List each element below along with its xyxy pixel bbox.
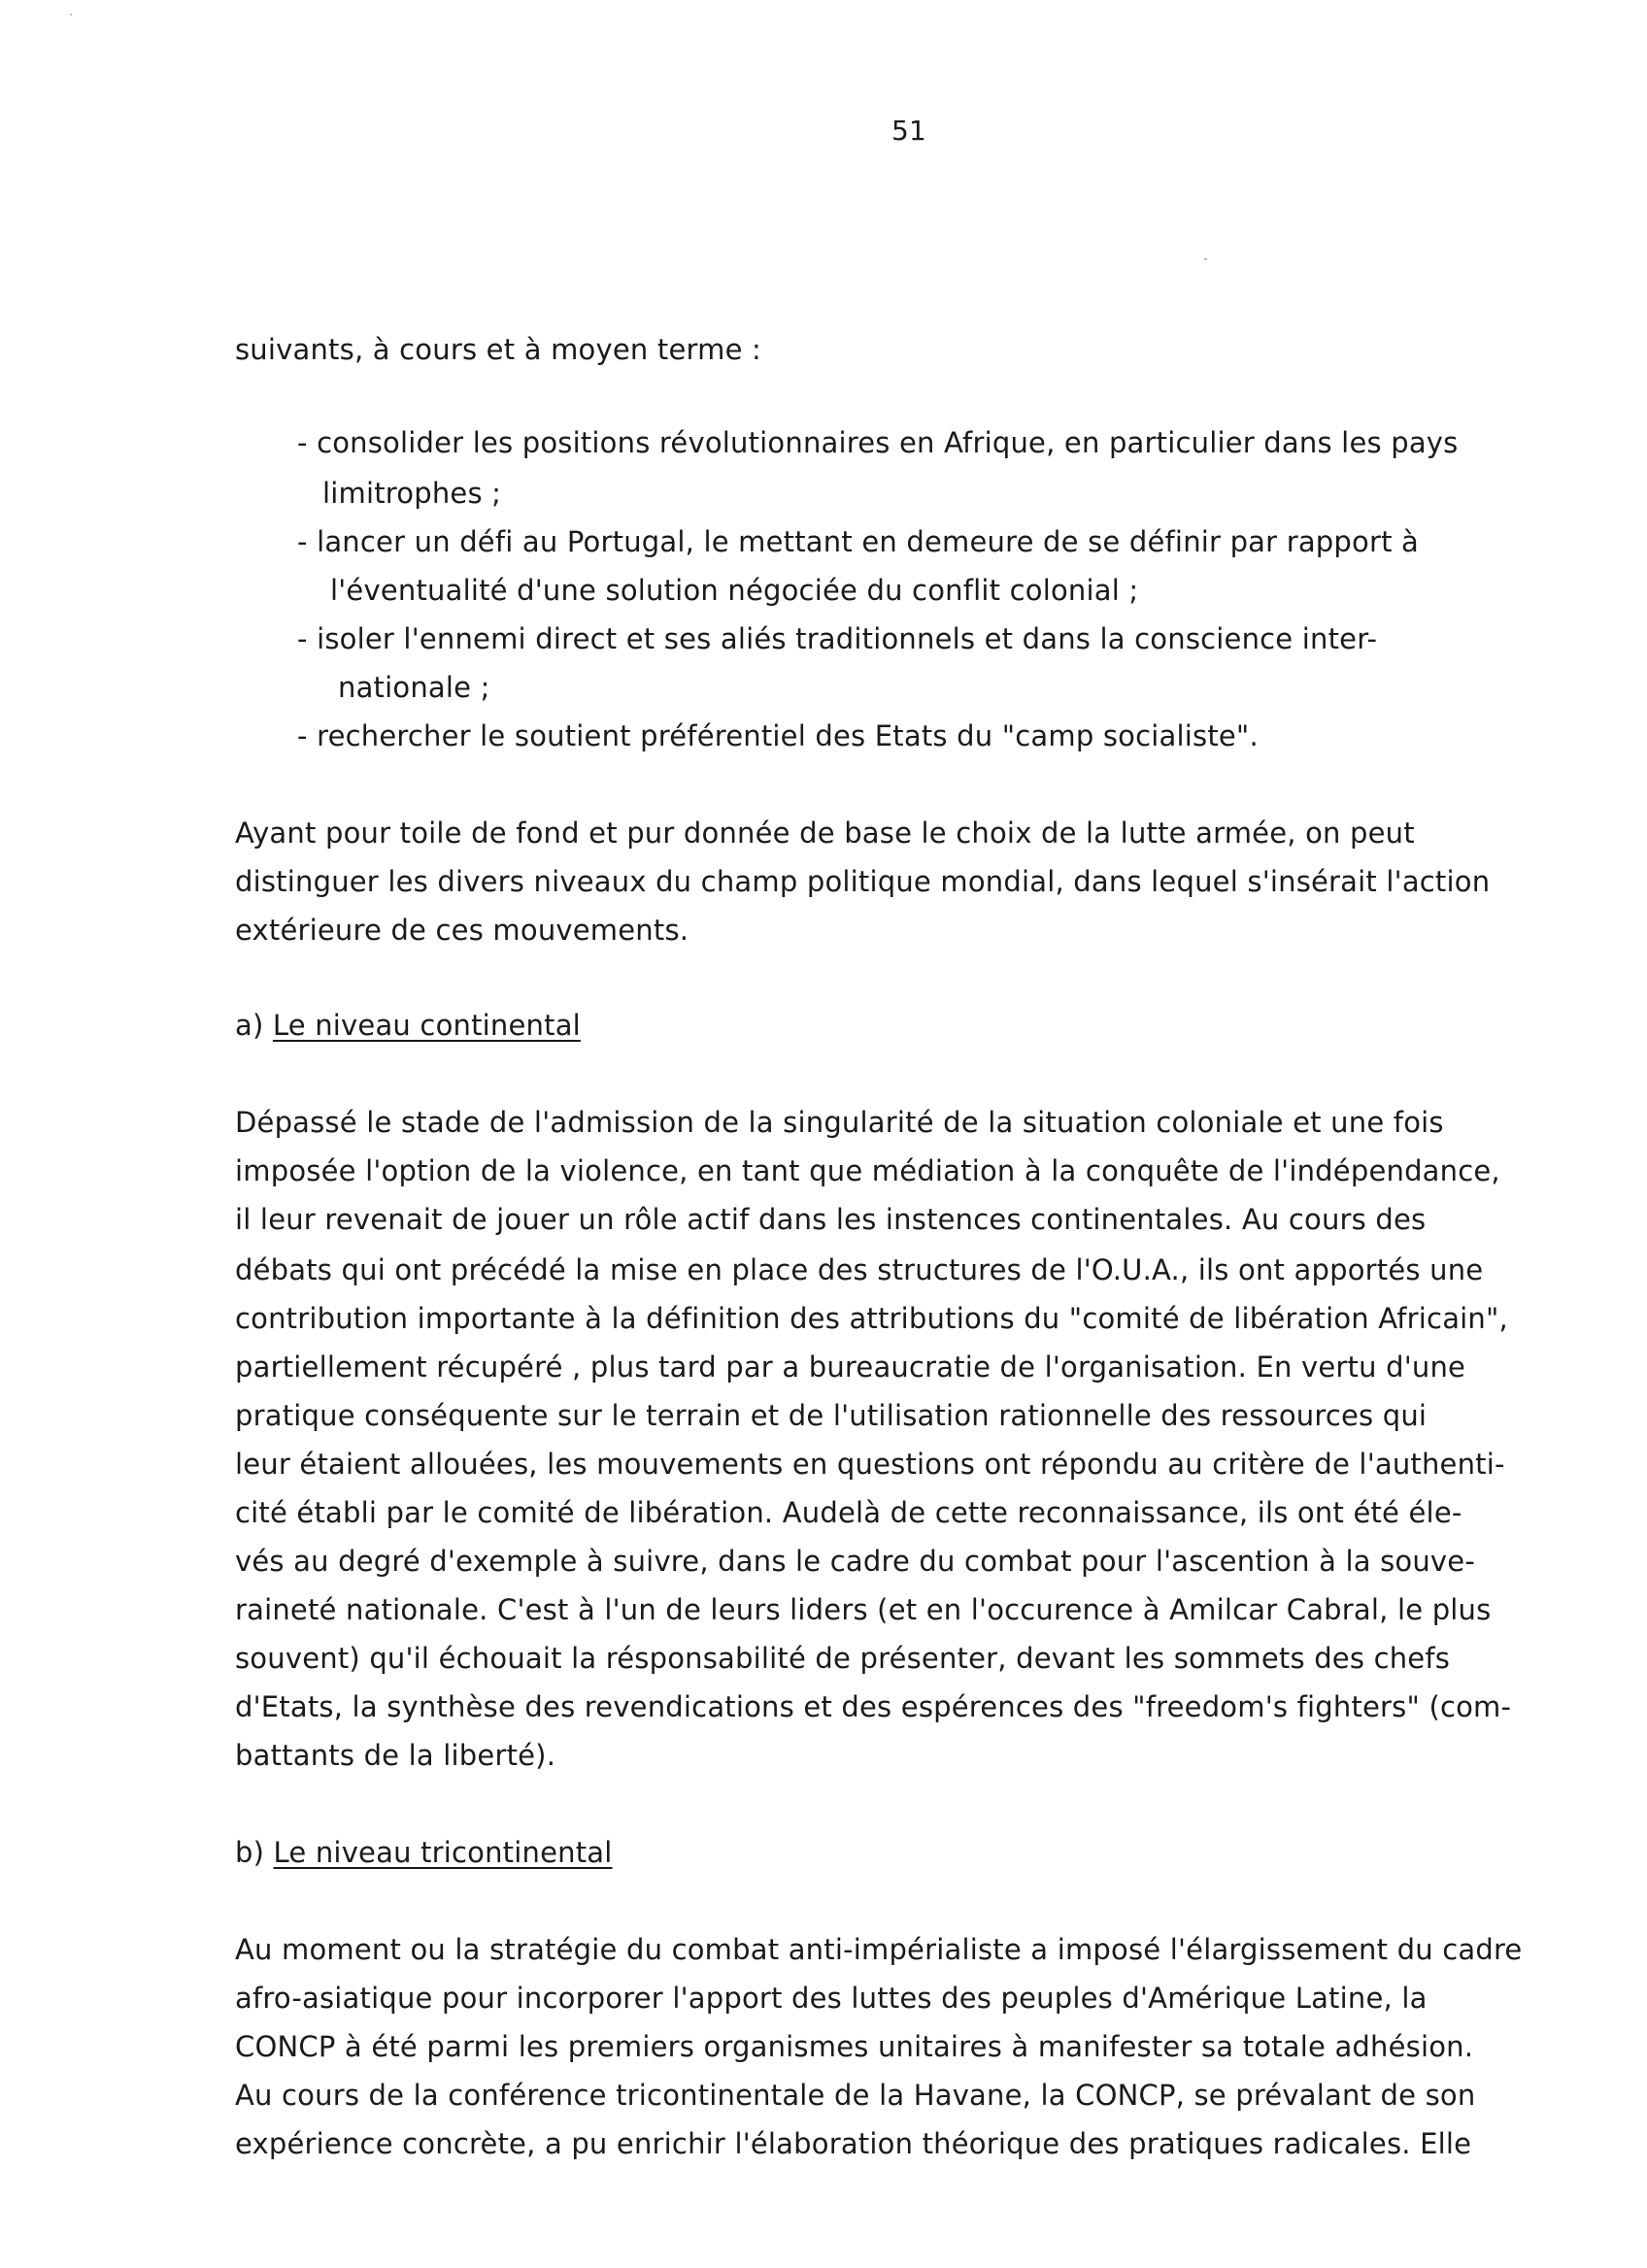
section-a-line-9: cité établi par le comité de libération. Audelà de cette reconnaissance, ils ont été éle- [235,1496,1462,1529]
section-a-line-6: partiellement récupéré , plus tard par a bureaucratie de l'organisation. En vertu d'une [235,1351,1466,1384]
paragraph-1-line-1: Ayant pour toile de fond et pur donnée de base le choix de la lutte armée, on peut [235,817,1415,850]
scan-speck-right [1204,258,1207,260]
section-b-line-1: Au moment ou la stratégie du combat anti-impérialiste a imposé l'élargissement du cadre [235,1933,1523,1966]
page-number: 51 [891,115,927,147]
section-a-line-12: souvent) qu'il échouait la résponsabilité de présenter, devant les sommets des chefs [235,1642,1451,1675]
section-b-heading [235,1836,613,1869]
section-b-title: Le niveau tricontinental [273,1836,613,1869]
bullet-1-line-1: - consolider les positions révolutionnaires en Afrique, en particulier dans les pays [297,426,1459,459]
section-a-prefix: a) [235,1009,273,1042]
section-b-prefix: b) [235,1836,274,1869]
intro-line: suivants, à cours et à moyen terme : [235,333,762,366]
bullet-2-line-1: - lancer un défi au Portugal, le mettant en demeure de se définir par rapport à [297,525,1420,558]
paragraph-1-line-3: extérieure de ces mouvements. [235,914,689,947]
section-a-line-11: raineté nationale. C'est à l'un de leurs liders (et en l'occurence à Amilcar Cabral, le plus [235,1593,1492,1626]
section-b-line-2: afro-asiatique pour incorporer l'apport des luttes des peuples d'Amérique Latine, la [235,1982,1428,2015]
section-a-line-8: leur étaient allouées, les mouvements en questions ont répondu au critère de l'authenti- [235,1448,1505,1481]
section-b-line-4: Au cours de la conférence tricontinentale de la Havane, la CONCP, se prévalant de son [235,2079,1476,2112]
section-a-heading [235,1009,581,1042]
section-a-line-7: pratique conséquente sur le terrain et de l'utilisation rationnelle des ressources qui [235,1399,1428,1432]
section-a-line-1: Dépassé le stade de l'admission de la singularité de la situation coloniale et une fois [235,1106,1444,1139]
section-a-line-2: imposée l'option de la violence, en tant que médiation à la conquête de l'indépendance, [235,1154,1500,1187]
section-a-title: Le niveau continental [272,1009,581,1042]
section-a-line-10: vés au degré d'exemple à suivre, dans le cadre du combat pour l'ascention à la souve- [235,1545,1475,1578]
bullet-1-line-2: limitrophes ; [322,477,502,510]
bullet-2-line-2: l'éventualité d'une solution négociée du conflit colonial ; [330,574,1139,607]
bullet-4-line-1: - rechercher le soutient préférentiel des Etats du "camp socialiste". [297,719,1259,752]
section-b-line-5: expérience concrète, a pu enrichir l'élaboration théorique des pratiques radicales. Elle [235,2127,1472,2160]
bullet-3-line-2: nationale ; [338,671,490,704]
section-a-line-13: d'Etats, la synthèse des revendications et des espérences des "freedom's fighters" (com- [235,1690,1512,1723]
section-b-line-3: CONCP à été parmi les premiers organismes unitaires à manifester sa totale adhésion. [235,2030,1474,2063]
section-a-line-4: débats qui ont précédé la mise en place des structures de l'O.U.A., ils ont apportés une [235,1253,1484,1286]
section-a-line-14: battants de la liberté). [235,1739,556,1772]
bullet-3-line-1: - isoler l'ennemi direct et ses aliés traditionnels et dans la conscience inter- [297,622,1378,655]
paragraph-1-line-2: distinguer les divers niveaux du champ politique mondial, dans lequel s'insérait l'action [235,865,1491,898]
section-a-line-3: il leur revenait de jouer un rôle actif dans les instences continentales. Au cours des [235,1203,1427,1236]
section-a-line-5: contribution importante à la définition des attributions du "comité de libération Africain", [235,1302,1508,1335]
scan-speck-top-left [70,14,72,16]
